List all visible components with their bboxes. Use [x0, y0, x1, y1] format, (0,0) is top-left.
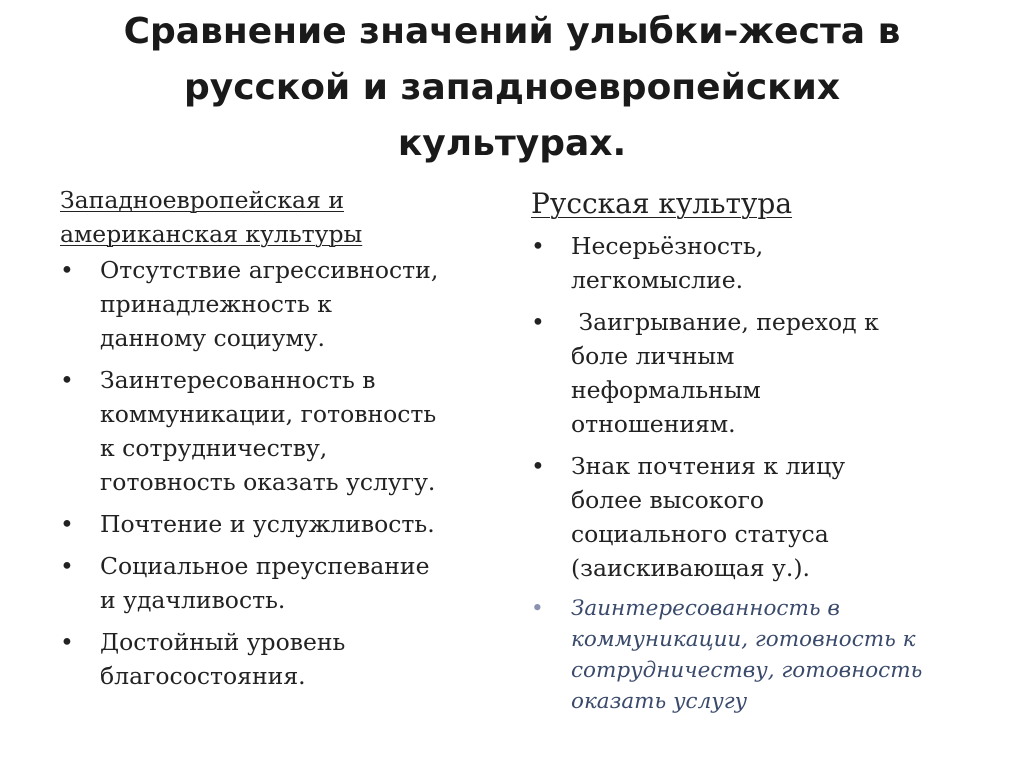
bullet-icon: • — [531, 308, 545, 336]
russian-culture-list — [531, 229, 981, 717]
bullet-icon: • — [60, 510, 74, 538]
list-item-italic: • Заинтересованность в коммуникации, готовность к сотрудничеству, готовность оказать услугу — [531, 593, 981, 717]
list-item: • Отсутствие агрессивности, принадлежность к данному социуму. — [60, 253, 505, 355]
list-item: • Заигрывание, переход к боле личным неформальным отношениям. — [531, 305, 981, 441]
heading-line: Западноевропейская и — [60, 186, 344, 214]
list-item: • Достойный уровень благосостояния. — [60, 625, 505, 693]
bullet-icon: • — [531, 596, 544, 621]
bullet-icon: • — [531, 452, 545, 480]
western-culture-column — [60, 183, 505, 701]
bullet-icon: • — [60, 256, 74, 284]
russian-culture-column — [531, 184, 981, 725]
western-culture-heading — [60, 183, 505, 251]
western-culture-list — [60, 253, 505, 693]
title-line: Сравнение значений улыбки-жеста в — [123, 11, 901, 52]
russian-culture-heading: Русская культура — [531, 187, 793, 220]
bullet-icon: • — [60, 552, 74, 580]
title-line: русской и западноевропейских — [183, 67, 841, 108]
heading-line: американская культуры — [60, 220, 363, 248]
slide-title — [40, 4, 984, 172]
title-line: культурах. — [397, 123, 627, 164]
list-item: • Социальное преуспевание и удачливость. — [60, 549, 505, 617]
list-item: • Знак почтения к лицу более высокого социального статуса (заискивающая у.). — [531, 449, 981, 585]
list-item: • Несерьёзность, легкомыслие. — [531, 229, 981, 297]
bullet-icon: • — [531, 232, 545, 260]
bullet-icon: • — [60, 366, 74, 394]
bullet-icon: • — [60, 628, 74, 656]
list-item: • Почтение и услужливость. — [60, 507, 505, 541]
list-item: • Заинтересованность в коммуникации, готовность к сотрудничеству, готовность оказать услугу. — [60, 363, 505, 499]
